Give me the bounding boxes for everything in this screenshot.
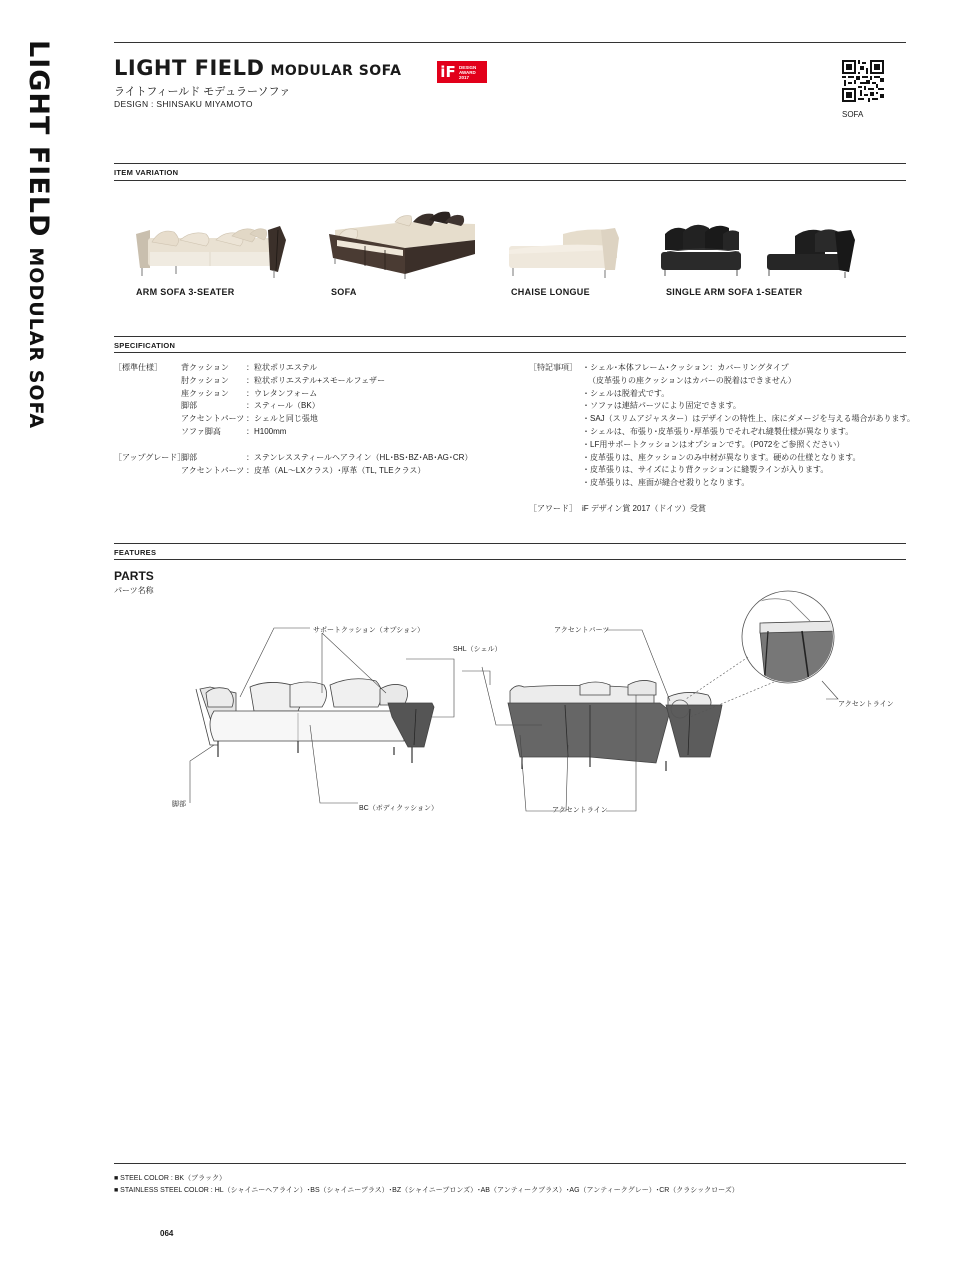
- if-design-award-logo: [437, 61, 487, 83]
- single-arm-sofa-1-seater-image: [655, 200, 860, 280]
- item-variation-rule-bottom: [114, 180, 906, 181]
- standard-spec-label: ［標準仕様］: [114, 363, 162, 372]
- spec-value: ：粒状ポリエステル+スモールフェザー: [246, 375, 386, 385]
- upgrade-spec-values: [246, 452, 472, 478]
- footer-rule: [114, 1163, 906, 1164]
- item-variation-rule-top: [114, 163, 906, 164]
- award-label: ［アワード］: [529, 504, 577, 513]
- spec-key: アクセントパーツ: [181, 465, 245, 475]
- if-award-line3: 2017: [459, 74, 470, 80]
- note-item: ・LF用サポートクッションはオプションです。（P072をご参照ください）: [582, 439, 845, 449]
- specification-rule-bottom: [114, 352, 906, 353]
- side-title-main: LIGHT FIELD: [23, 40, 54, 238]
- notes-label: ［特記事項］: [529, 363, 577, 372]
- variation-label-arm-sofa-3-seater: ARM SOFA 3-SEATER: [136, 287, 235, 297]
- footer-steel-color: ■ STEEL COLOR : BK（ブラック）: [114, 1175, 226, 1182]
- footer-stainless-color: ■ STAINLESS STEEL COLOR : HL（シャイニーヘアライン）･BS（シャイニーブラス）･BZ（シャイニーブロンズ）･AB（アンティークブラス）･AG（アンティークグレー）･CR（クラシックローズ）: [114, 1187, 739, 1194]
- note-item: ・皮革張りは、座面が縫合せ殺りとなります。: [582, 478, 750, 488]
- note-item: ・シェルは、布張り･皮革張り･厚革張りでそれぞれ縫製仕様が異なります。: [582, 426, 854, 436]
- designer-credit: DESIGN : SHINSAKU MIYAMOTO: [114, 99, 253, 109]
- upgrade-spec-keys: [181, 452, 244, 478]
- features-rule-top: [114, 543, 906, 544]
- front-view-sofa: [196, 679, 434, 763]
- spec-key: 座クッション: [181, 388, 229, 398]
- callout-accent-parts: アクセントパーツ: [554, 627, 610, 634]
- spec-value: ：スティール（BK）: [246, 401, 320, 411]
- upgrade-spec-label: ［アップグレード］: [114, 453, 186, 462]
- note-item: ・皮革張りは、サイズにより背クッションに縫製ラインが入ります。: [582, 465, 829, 475]
- if-mark: iF: [440, 63, 456, 81]
- qr-code-icon[interactable]: [842, 60, 884, 102]
- spec-value: ：シェルと同じ張地: [246, 414, 318, 424]
- spec-value: ：ウレタンフォーム: [246, 388, 318, 398]
- page-title-sub: MODULAR SOFA: [270, 63, 402, 79]
- parts-subtitle: パーツ名称: [114, 586, 154, 595]
- spec-key: アクセントパーツ: [181, 414, 245, 424]
- top-rule: [114, 42, 906, 43]
- callout-accent-line-bottom: アクセントライン: [552, 807, 608, 814]
- spec-value: ：H100mm: [246, 426, 287, 436]
- callout-shell: SHL（シェル）: [453, 646, 502, 653]
- item-variation-heading: ITEM VARIATION: [114, 168, 179, 177]
- callout-support-cushion: サポートクッション（オプション）: [313, 627, 425, 634]
- spec-key: 脚部: [181, 401, 197, 411]
- spec-key: 肘クッション: [181, 375, 229, 385]
- if-award-line2: AWARD: [459, 69, 476, 75]
- spec-key: 脚部: [181, 453, 197, 462]
- qr-label: SOFA: [842, 110, 864, 119]
- chaise-longue-image: [505, 200, 625, 280]
- side-title-sub: MODULAR SOFA: [25, 247, 47, 430]
- features-rule-bottom: [114, 559, 906, 560]
- note-item: （皮革張りの座クッションはカバーの脱着はできません）: [588, 375, 796, 385]
- spec-value: ：皮革（AL～LXクラス）･厚革（TL, TLEクラス）: [246, 465, 426, 475]
- if-award-text: [459, 65, 476, 80]
- award-value: iF デザイン賞 2017（ドイツ）受賞: [582, 504, 706, 513]
- page-number: 064: [160, 1229, 174, 1238]
- variation-label-chaise-longue: CHAISE LONGUE: [511, 287, 590, 297]
- spec-key: ソファ脚高: [181, 426, 221, 436]
- variation-label-single-arm-sofa: SINGLE ARM SOFA 1-SEATER: [666, 287, 803, 297]
- variation-label-sofa: SOFA: [331, 287, 357, 297]
- spec-key: 背クッション: [181, 363, 229, 372]
- spec-value: ：ステンレススティールヘアライン（HL･BS･BZ･AB･AG･CR）: [246, 453, 473, 462]
- standard-spec-keys: [181, 362, 244, 439]
- sofa-image: [325, 200, 480, 280]
- page-title-jp: ライトフィールド モデュラーソファ: [114, 86, 291, 98]
- spec-value: ：粒状ポリエステル: [246, 363, 318, 372]
- callout-accent-line-right: アクセントライン: [838, 701, 894, 708]
- specification-rule-top: [114, 336, 906, 337]
- note-item: ・シェルは脱着式です。: [582, 388, 670, 398]
- page-title: [114, 56, 401, 80]
- parts-diagram: [170, 585, 900, 820]
- standard-spec-values: [246, 362, 385, 439]
- features-heading: FEATURES: [114, 548, 157, 557]
- note-item: ・SAJ（スリムアジャスター）はデザインの特性上、床にダメージを与える場合があります。: [582, 414, 915, 424]
- if-award-line1: DESIGN: [459, 64, 477, 70]
- parts-title: PARTS: [114, 569, 154, 583]
- specification-heading: SPECIFICATION: [114, 341, 176, 350]
- arm-sofa-3-seater-image: [130, 200, 295, 280]
- side-title: [23, 40, 54, 429]
- note-item: ・皮革張りは、座クッションのみ中材が異なります。硬めの仕様となります。: [582, 452, 861, 462]
- note-item: ・シェル･本体フレーム･クッション：カバーリングタイプ: [582, 363, 789, 372]
- callout-leg: 脚部: [172, 801, 186, 808]
- back-view-sofa: [508, 680, 722, 771]
- page-title-main: LIGHT FIELD: [114, 56, 265, 80]
- note-item: ・ソファは連結パーツにより固定できます。: [582, 401, 741, 411]
- notes-list: [582, 362, 915, 490]
- callout-body-cushion: BC（ボディクッション）: [359, 805, 439, 812]
